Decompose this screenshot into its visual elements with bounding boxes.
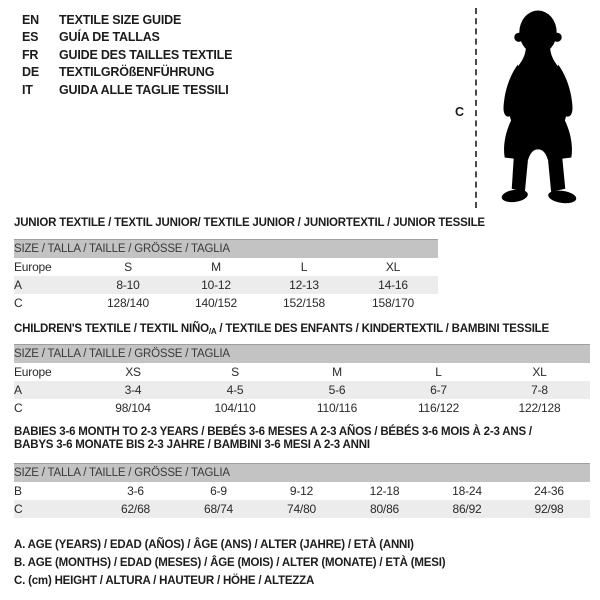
children-size-table (14, 344, 590, 417)
header-cell: XL (532, 365, 547, 379)
section-title-subscript: /A (208, 327, 217, 336)
value-cell: 10-12 (172, 276, 260, 294)
table-row (14, 276, 438, 294)
language-code: DE (22, 65, 39, 80)
language-code: ES (22, 30, 39, 45)
value-cell: 18-24 (452, 484, 482, 498)
value-cell: 116/122 (417, 401, 460, 415)
section-title-part: CHILDREN'S TEXTILE / TEXTIL NIÑO (14, 323, 209, 335)
value-cell: 4-5 (184, 381, 286, 399)
table-header-row (14, 363, 590, 381)
value-cell: 98/104 (115, 401, 151, 415)
size-bar-label: SIZE / TALLA / TAILLE / GRÖSSE / TAGLIA (14, 240, 438, 259)
value-cell: 140/152 (195, 296, 237, 310)
language-code: EN (22, 12, 39, 27)
language-row (22, 64, 232, 82)
language-code: FR (22, 47, 39, 62)
value-cell: 62/68 (94, 500, 177, 518)
value-cell: 9-12 (289, 484, 314, 498)
value-cell: 68/74 (177, 500, 260, 518)
value-cell: 24-36 (534, 484, 564, 498)
value-cell: 158/170 (372, 296, 415, 310)
section-title-line: BABIES 3-6 MONTH TO 2-3 YEARS / BEBÉS 3-6 MESES A 2-3 AÑOS / BÉBÉS 3-6 MOIS À 2-3 ANS / (14, 426, 532, 438)
header-cell: XS (125, 365, 141, 379)
language-code: IT (22, 82, 33, 97)
value-cell: 5-6 (286, 381, 388, 399)
value-cell: 80/86 (343, 500, 426, 518)
header-cell: L (435, 365, 442, 379)
row-label-cell: C (14, 500, 94, 518)
footnote-b: B. AGE (MONTHS) / EDAD (MESES) / ÂGE (MOIS) / ALTER (MONATE) / ETÀ (MESI) (14, 557, 446, 569)
table-row (14, 500, 590, 518)
language-row (22, 46, 232, 64)
language-title-list (22, 11, 232, 99)
table-row (14, 399, 590, 417)
header-cell: S (124, 260, 132, 274)
value-cell: 110/116 (316, 401, 358, 415)
header-cell: Europe (14, 365, 52, 379)
table-row (14, 294, 438, 312)
language-title: TEXTILE SIZE GUIDE (59, 12, 182, 27)
height-measure-label: C (455, 105, 464, 119)
table-row (14, 381, 590, 399)
section-title-junior: JUNIOR TEXTILE / TEXTIL JUNIOR/ TEXTILE JUNIOR / JUNIORTEXTIL / JUNIOR TESSILE (14, 217, 485, 229)
language-title: GUIDA ALLE TAGLIE TESSILI (59, 82, 229, 97)
table-row (14, 482, 590, 500)
value-cell: 86/92 (426, 500, 508, 518)
size-bar-label: SIZE / TALLA / TAILLE / GRÖSSE / TAGLIA (14, 345, 590, 364)
language-row (22, 81, 232, 99)
size-bar-row (14, 240, 438, 259)
value-cell: 8-10 (84, 276, 172, 294)
language-title: GUIDE DES TAILLES TEXTILE (59, 47, 233, 62)
size-bar-label: SIZE / TALLA / TAILLE / GRÖSSE / TAGLIA (14, 464, 590, 483)
language-title: GUÍA DE TALLAS (59, 30, 160, 45)
size-bar-row (14, 345, 590, 364)
size-bar-row (14, 464, 590, 483)
value-cell: 14-16 (348, 276, 438, 294)
value-cell: 74/80 (260, 500, 343, 518)
header-cell: S (231, 365, 239, 379)
language-row (22, 11, 232, 29)
language-row (22, 29, 232, 47)
babies-size-table (14, 463, 590, 518)
header-cell: L (300, 260, 308, 274)
header-cell: XL (385, 260, 401, 274)
row-label-cell: A (14, 381, 82, 399)
value-cell: 128/140 (107, 296, 149, 310)
value-cell: 6-9 (210, 484, 227, 498)
footnote-list (14, 536, 445, 590)
value-cell: 3-6 (127, 484, 144, 498)
row-label-cell: C (14, 296, 23, 310)
header-cell: Europe (14, 260, 52, 274)
language-title: TEXTILGRÖßENFÜHRUNG (59, 65, 215, 80)
row-label-cell: C (14, 401, 23, 415)
section-title-part: / TEXTILE DES ENFANTS / KINDERTEXTIL / BAMBINI TESSILE (216, 323, 549, 335)
value-cell: 3-4 (82, 381, 184, 399)
section-title-babies (14, 426, 532, 452)
value-cell: 104/110 (214, 401, 256, 415)
section-title-line: BABYS 3-6 MONATE BIS 2-3 JAHRE / BAMBINI 3-6 MESI A 2-3 ANNI (14, 439, 370, 451)
height-measure-dashed-line (475, 8, 477, 208)
value-cell: 6-7 (388, 381, 489, 399)
value-cell: 7-8 (489, 381, 590, 399)
baby-silhouette-image (487, 6, 589, 208)
footnote-c: C. (cm) HEIGHT / ALTURA / HAUTEUR / HÖHE / ALTEZZA (14, 575, 315, 587)
footnote-a: A. AGE (YEARS) / EDAD (AÑOS) / ÂGE (ANS) / ALTER (JAHRE) / ETÀ (ANNI) (14, 539, 414, 551)
header-cell: M (332, 365, 342, 379)
table-header-row (14, 258, 438, 276)
junior-size-table (14, 239, 438, 312)
row-label-cell: B (14, 484, 22, 498)
section-title-children (14, 323, 549, 336)
header-cell: M (211, 260, 221, 274)
value-cell: 152/158 (283, 296, 325, 310)
row-label-cell: A (14, 276, 84, 294)
value-cell: 122/128 (518, 401, 561, 415)
value-cell: 12-18 (369, 484, 400, 498)
value-cell: 12-13 (260, 276, 348, 294)
value-cell: 92/98 (508, 500, 590, 518)
